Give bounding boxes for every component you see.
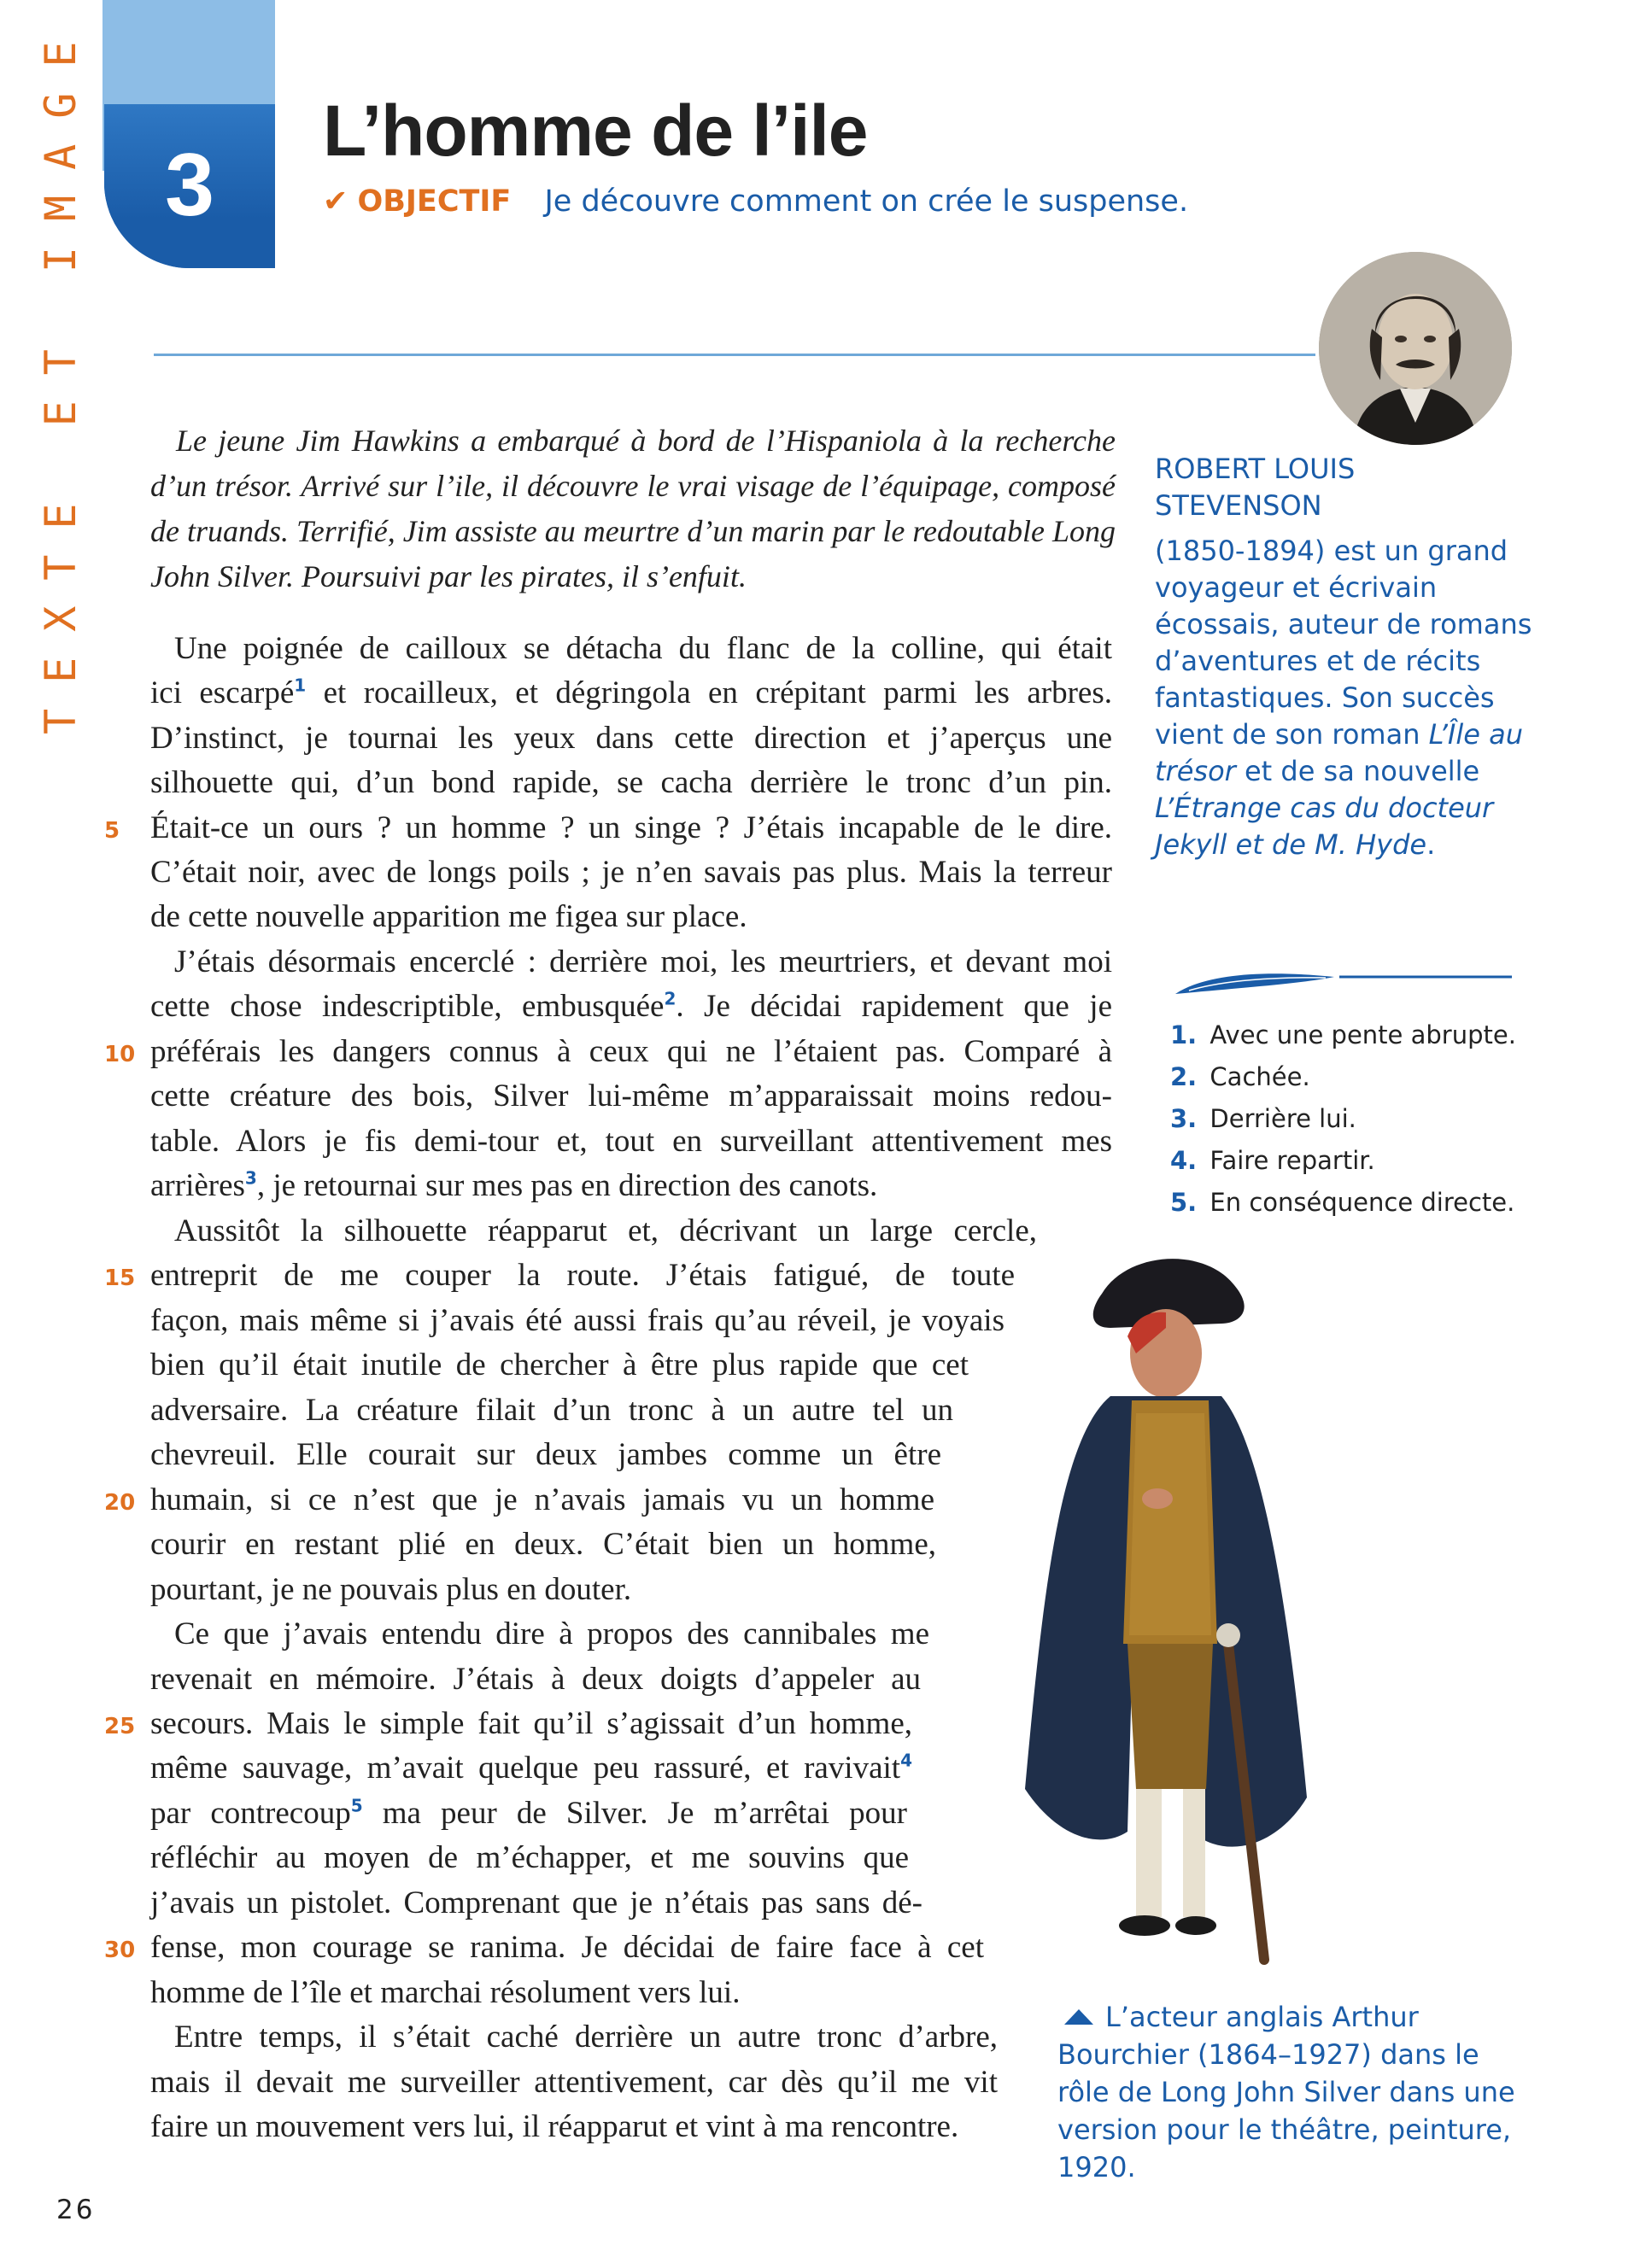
triangle-up-icon [1064, 2009, 1093, 2025]
footnote: 2. Cachée. [1170, 1062, 1310, 1091]
work-title-1: L’Île au trésor [1155, 718, 1523, 787]
text-line: bien qu’il était inutile de chercher à être plus rapide que cet [150, 1347, 969, 1382]
line-number: 25 [104, 1714, 136, 1739]
footnotes [1170, 1014, 1516, 1224]
text-line: préférais les dangers connus à ceux qui ne l’étaient pas. Comparé à [150, 1034, 1112, 1069]
text-line: homme de l’île et marchai résolument vers lui. [150, 1975, 741, 2010]
text-line: revenait en mémoire. J’étais à deux doigts d’appeler au [150, 1662, 921, 1697]
long-john-silver-painting [1008, 1242, 1324, 1994]
text-line: silhouette qui, d’un bond rapide, se cacha derrière le tronc d’un pin. [150, 765, 1112, 800]
footnote: 4. Faire repartir. [1170, 1146, 1375, 1175]
author-bio [1155, 451, 1548, 863]
text-line: table. Alors je fis demi-tour et, tout en surveillant attentivement mes [150, 1124, 1112, 1159]
text-line: ici escarpé$^1$ et rocailleux, et dégringola en crépitant parmi les arbres. [150, 675, 1112, 710]
text-line: entreprit de me couper la route. J’étais fatigué, de toute [150, 1258, 1015, 1293]
text-line: Ce que j’avais entendu dire à propos des cannibales me [174, 1616, 929, 1651]
line-number: 10 [104, 1042, 136, 1067]
author-description: (1850-1894) est un grand voyageur et écrivain écossais, auteur de romans d’aventures et de récits fantastiques. Son succès vient de son roman L’Île au trésor et de sa nouvelle L’Étrange cas du docteur Jekyll et de M. Hyde. [1155, 535, 1532, 861]
objective [323, 184, 1188, 219]
image-caption: L’acteur anglais Arthur Bourchier (1864–1927) dans le rôle de Long John Silver dans une version pour le théâtre, peinture, 1920. [1057, 2001, 1515, 2183]
text-line: C’était noir, avec de longs poils ; je n’en savais pas plus. Mais la terreur [150, 855, 1112, 890]
page-number: 26 [56, 2195, 96, 2225]
text-line: Entre temps, il s’était caché derrière un autre tronc d’arbre, [174, 2020, 998, 2055]
text-line: réfléchir au moyen de m’échapper, et me souvins que [150, 1840, 909, 1875]
text-line: J’étais désormais encerclé : derrière moi, les meurtriers, et devant moi [174, 944, 1112, 979]
text-line: arrières$^3$, je retournai sur mes pas en direction des canots. [150, 1167, 878, 1203]
work-title-2: L’Étrange cas du docteur Jekyll et de M. Hyde [1155, 792, 1494, 861]
author-name-line1: ROBERT LOUIS [1155, 453, 1356, 485]
text-line: mais il devait me surveiller attentivement, car dès qu’il me vit [150, 2065, 998, 2100]
section-side-label [36, 15, 87, 734]
chapter-badge [104, 104, 275, 268]
footnote: 3. Derrière lui. [1170, 1104, 1356, 1133]
line-number: 15 [104, 1266, 136, 1291]
text-line: Aussitôt la silhouette réapparut et, décrivant un large cercle, [174, 1213, 1037, 1248]
objective-text: Je découvre comment on crée le suspense. [544, 184, 1189, 219]
text-line: chevreuil. Elle courait sur deux jambes comme un être [150, 1437, 941, 1472]
line-number: 20 [104, 1490, 136, 1516]
author-name-line2: STEVENSON [1155, 489, 1322, 522]
text-line: Une poignée de cailloux se détacha du flanc de la colline, qui était [174, 631, 1112, 666]
footnote: 1. Avec une pente abrupte. [1170, 1020, 1516, 1049]
text-line: adversaire. La créature filait d’un tronc à un autre tel un [150, 1393, 953, 1428]
author-portrait [1319, 252, 1512, 445]
chapter-number: 3 [165, 136, 214, 235]
line-number: 5 [104, 818, 120, 844]
header-divider [154, 354, 1315, 356]
text-line: j’avais un pistolet. Comprenant que je n’étais pas sans dé- [150, 1885, 922, 1920]
check-icon: ✔ [323, 184, 348, 219]
quill-icon [1172, 965, 1514, 999]
intro-paragraph: Le jeune Jim Hawkins a embarqué à bord de l’Hispaniola à la recherche d’un trésor. Arrivé sur l’ile, il découvre le vrai visage de l’équipage, composé de truands. Terrifié, Jim assiste au meurtre d’un marin par le redoutable Long John Silver. Poursuivi par les pirates, il s’enfuit. [150, 424, 1116, 593]
text-line: de cette nouvelle apparition me figea sur place. [150, 899, 747, 934]
page-title: L’homme de l’ile [323, 91, 868, 171]
footnote: 5. En conséquence directe. [1170, 1188, 1515, 1217]
text-line: humain, si ce n’est que je n’avais jamais vu un homme [150, 1482, 934, 1517]
text-line: fense, mon courage se ranima. Je décidai de faire face à cet [150, 1930, 984, 1965]
text-line: pourtant, je ne pouvais plus en douter. [150, 1572, 632, 1607]
text-line: par contrecoup$^5$ ma peur de Silver. Je m’arrêtai pour [150, 1795, 907, 1831]
text-line: même sauvage, m’avait quelque peu rassuré, et ravivait$^4$ [150, 1750, 912, 1786]
text-line: cette chose indescriptible, embusquée$^2$. Je décidai rapidement que je [150, 988, 1112, 1024]
text-line: courir en restant plié en deux. C’était bien un homme, [150, 1527, 936, 1562]
text-line: faire un mouvement vers lui, il réapparut et vint à ma rencontre. [150, 2109, 959, 2144]
text-line: secours. Mais le simple fait qu’il s’agissait d’un homme, [150, 1706, 912, 1741]
objective-label: OBJECTIF [357, 184, 512, 219]
text-line: façon, mais même si j’avais été aussi frais qu’au réveil, je voyais [150, 1303, 1004, 1338]
text-line: cette créature des bois, Silver lui-même m’apparaissait moins redou- [150, 1078, 1112, 1114]
text-line: D’instinct, je tournai les yeux dans cette direction et j’aperçus une [150, 721, 1112, 756]
text-line: Était-ce un ours ? un homme ? un singe ? J’étais incapable de le dire. [150, 810, 1112, 845]
line-number: 30 [104, 1938, 136, 1963]
side-label-text: TEXTE ET IMAGE [36, 15, 85, 734]
